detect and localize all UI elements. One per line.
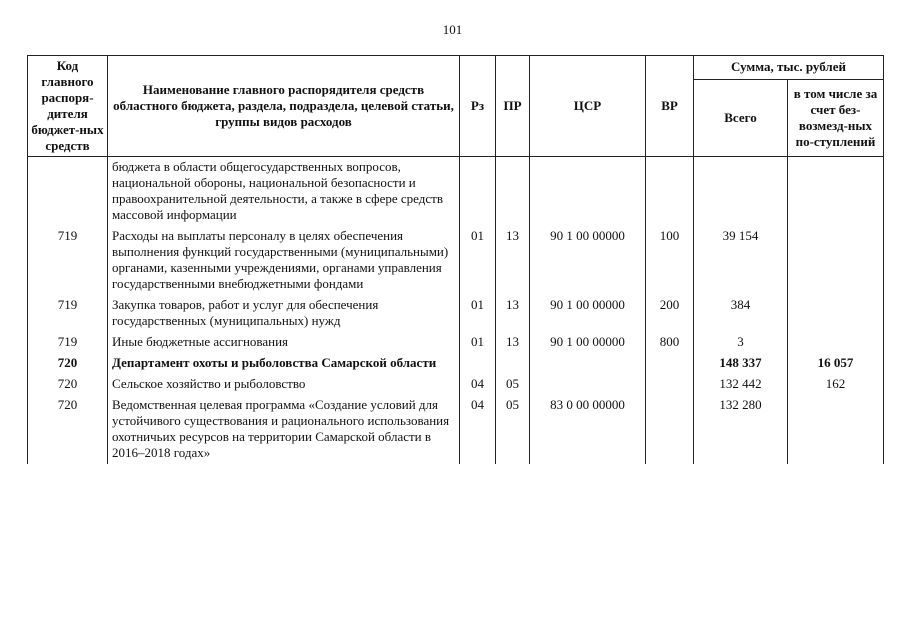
table-row: [28, 157, 884, 227]
cell-total: [694, 157, 788, 227]
cell-pr: 13: [496, 332, 530, 353]
cell-csr: 90 1 00 00000: [530, 332, 646, 353]
cell-pr: 13: [496, 226, 530, 295]
cell-code: 719: [28, 332, 108, 353]
cell-name: бюджета в области общегосударственных вопросов, национальной обороны, национальной безопасности и правоохранительной деятельности, а также в сфере средств массовой информации: [108, 157, 460, 227]
cell-name: Департамент охоты и рыболовства Самарской области: [108, 353, 460, 374]
header-vr: ВР: [646, 56, 694, 157]
cell-pr: 05: [496, 374, 530, 395]
header-code: Код главного распоря-дителя бюджет-ных средств: [28, 56, 108, 157]
cell-csr: 90 1 00 00000: [530, 295, 646, 332]
cell-gratuitous: 162: [788, 374, 884, 395]
table-row: [28, 226, 884, 295]
cell-vr: [646, 157, 694, 227]
table-row: [28, 374, 884, 395]
cell-total: 132 442: [694, 374, 788, 395]
cell-vr: 100: [646, 226, 694, 295]
cell-name: Сельское хозяйство и рыболовство: [108, 374, 460, 395]
table-row: [28, 353, 884, 374]
cell-vr: 800: [646, 332, 694, 353]
cell-csr: 83 0 00 00000: [530, 395, 646, 464]
cell-rz: [460, 353, 496, 374]
cell-name: Ведомственная целевая программа «Создание условий для устойчивого существования и рационального использования охотничьих ресурсов на территории Самарской области в 2016–2018 годах»: [108, 395, 460, 464]
cell-name: Расходы на выплаты персоналу в целях обеспечения выполнения функций государственными (муниципальными) органами, казенными учреждениями, органами управления государственными внебюджетными фондами: [108, 226, 460, 295]
cell-pr: 13: [496, 295, 530, 332]
header-total: Всего: [694, 79, 788, 156]
cell-rz: 04: [460, 395, 496, 464]
cell-csr: 90 1 00 00000: [530, 226, 646, 295]
cell-gratuitous: [788, 226, 884, 295]
table-row: [28, 332, 884, 353]
header-rz: Рз: [460, 56, 496, 157]
cell-code: 720: [28, 395, 108, 464]
cell-rz: 04: [460, 374, 496, 395]
cell-csr: [530, 157, 646, 227]
cell-total: 148 337: [694, 353, 788, 374]
cell-pr: 05: [496, 395, 530, 464]
budget-table: [27, 55, 884, 464]
cell-vr: [646, 374, 694, 395]
cell-csr: [530, 374, 646, 395]
cell-vr: 200: [646, 295, 694, 332]
cell-vr: [646, 395, 694, 464]
cell-total: 39 154: [694, 226, 788, 295]
cell-name: Иные бюджетные ассигнования: [108, 332, 460, 353]
cell-rz: 01: [460, 226, 496, 295]
cell-code: [28, 157, 108, 227]
page-number: 101: [442, 22, 463, 37]
cell-rz: 01: [460, 295, 496, 332]
table-row: [28, 295, 884, 332]
cell-gratuitous: [788, 395, 884, 464]
cell-code: 720: [28, 374, 108, 395]
cell-gratuitous: [788, 332, 884, 353]
cell-total: 3: [694, 332, 788, 353]
cell-rz: 01: [460, 332, 496, 353]
cell-code: 720: [28, 353, 108, 374]
cell-gratuitous: 16 057: [788, 353, 884, 374]
cell-vr: [646, 353, 694, 374]
table-row: [28, 395, 884, 464]
cell-pr: [496, 157, 530, 227]
cell-total: 384: [694, 295, 788, 332]
cell-pr: [496, 353, 530, 374]
header-pr: ПР: [496, 56, 530, 157]
cell-code: 719: [28, 226, 108, 295]
cell-csr: [530, 353, 646, 374]
cell-gratuitous: [788, 157, 884, 227]
table-body: [28, 157, 884, 465]
cell-code: 719: [28, 295, 108, 332]
cell-rz: [460, 157, 496, 227]
header-sum-group: Сумма, тыс. рублей: [694, 56, 884, 80]
header-gratuitous: в том числе за счет без-возмезд-ных по-ступлений: [788, 79, 884, 156]
cell-gratuitous: [788, 295, 884, 332]
header-name: Наименование главного распорядителя средств областного бюджета, раздела, подраздела, целевой статьи, группы видов расходов: [108, 56, 460, 157]
table-header: [28, 56, 884, 157]
header-csr: ЦСР: [530, 56, 646, 157]
cell-name: Закупка товаров, работ и услуг для обеспечения государственных (муниципальных) нужд: [108, 295, 460, 332]
cell-total: 132 280: [694, 395, 788, 464]
